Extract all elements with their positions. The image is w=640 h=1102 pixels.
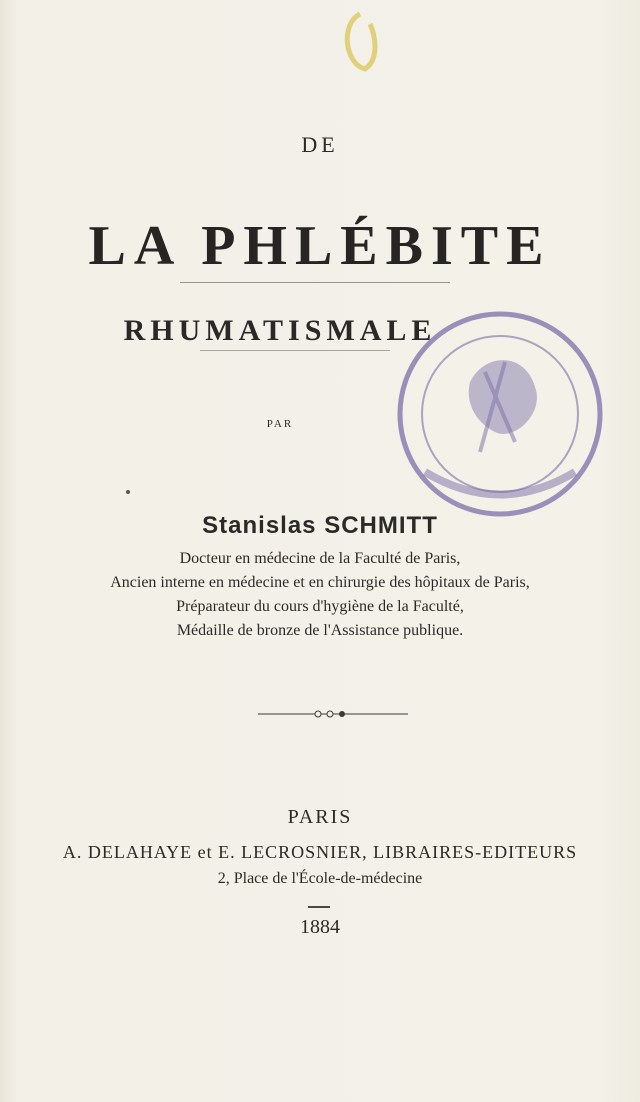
corner-mark-icon xyxy=(330,4,390,84)
publication-place: PARIS xyxy=(287,806,353,828)
publisher-address: 2, Place de l'École-de-médecine xyxy=(217,870,423,887)
header-word: DE xyxy=(301,132,339,157)
book-title: LA PHLÉBITE xyxy=(88,215,552,277)
library-stamp-icon xyxy=(385,302,615,532)
credential-line: Ancien interne en médecine et en chirurgie des hôpitaux de Paris, xyxy=(110,574,530,591)
subtitle-underline xyxy=(200,350,390,351)
book-subtitle: RHUMATISMALE xyxy=(123,314,437,347)
title-underline xyxy=(180,282,450,283)
ornament-rule-icon xyxy=(258,708,408,720)
date-rule xyxy=(308,906,330,908)
author-name: Stanislas SCHMITT xyxy=(202,512,438,539)
publication-year: 1884 xyxy=(300,916,340,938)
credential-line: Préparateur du cours d'hygiène de la Faculté, xyxy=(176,598,464,615)
publisher-line: A. DELAHAYE et E. LECROSNIER, LIBRAIRES-EDITEURS xyxy=(62,842,578,862)
ink-dot xyxy=(126,490,130,494)
credential-line: Docteur en médecine de la Faculté de Paris, xyxy=(179,550,461,567)
by-label: PAR xyxy=(266,418,294,430)
credential-line: Médaille de bronze de l'Assistance publique. xyxy=(176,622,464,639)
